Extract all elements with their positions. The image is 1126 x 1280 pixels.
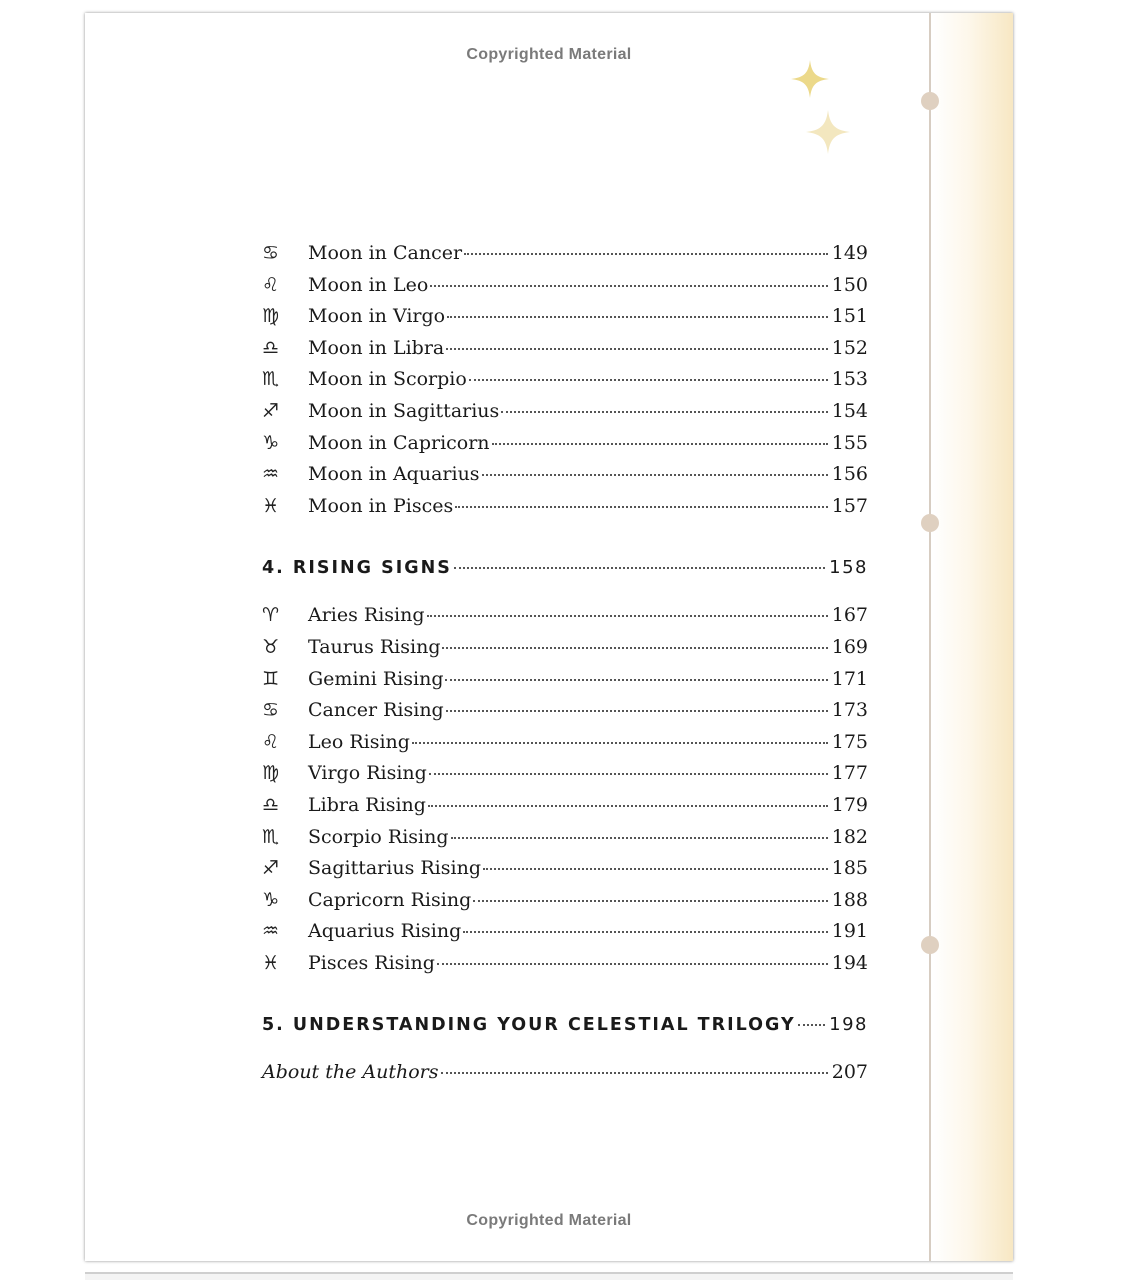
edge-dot: [921, 92, 939, 110]
page-number: 207: [831, 1061, 868, 1084]
entry-title: Cancer Rising: [308, 699, 444, 722]
zodiac-icon: ♑: [262, 888, 280, 911]
zodiac-icon: ♏: [262, 825, 280, 848]
zodiac-icon: ♑: [262, 431, 280, 454]
dot-leader: [441, 1072, 828, 1074]
page-number: 156: [831, 463, 868, 486]
toc-entry[interactable]: [262, 889, 868, 921]
dot-leader: [492, 443, 828, 445]
toc-entry[interactable]: [262, 274, 868, 306]
zodiac-icon: ♏: [262, 368, 280, 391]
star-icon: [791, 60, 829, 98]
toc-entry[interactable]: [262, 699, 868, 731]
zodiac-icon: ♌: [262, 273, 280, 296]
entry-title: Pisces Rising: [308, 951, 435, 974]
page-number: 179: [831, 793, 868, 816]
page-number: 188: [831, 888, 868, 911]
dot-leader: [446, 348, 828, 350]
page-number: 151: [831, 305, 868, 328]
toc-entry[interactable]: [262, 604, 868, 636]
dot-leader: [428, 805, 828, 807]
entry-title: Scorpio Rising: [308, 825, 449, 848]
toc-entry[interactable]: [262, 762, 868, 794]
toc-entry[interactable]: [262, 463, 868, 495]
page-number: 152: [831, 336, 868, 359]
toc-chapter-celestial-trilogy[interactable]: [262, 1014, 868, 1046]
dot-leader: [464, 253, 828, 255]
page-number: 153: [831, 368, 868, 391]
page-edge-line: [929, 13, 931, 1261]
entry-title: Capricorn Rising: [308, 888, 472, 911]
table-of-contents: [262, 242, 868, 1093]
toc-entry[interactable]: [262, 400, 868, 432]
toc-entry[interactable]: [262, 920, 868, 952]
dot-leader: [455, 506, 828, 508]
entry-title: Moon in Pisces: [308, 494, 454, 517]
toc-entry[interactable]: [262, 495, 868, 527]
next-page-edge: [85, 1272, 1013, 1280]
dot-leader: [446, 710, 828, 712]
dot-leader: [412, 742, 828, 744]
entry-title: Moon in Aquarius: [308, 463, 480, 486]
dot-leader: [430, 285, 827, 287]
entry-title: About the Authors: [262, 1061, 439, 1084]
page-number: 150: [831, 273, 868, 296]
entry-title: Sagittarius Rising: [308, 857, 481, 880]
page-number: 167: [831, 604, 868, 627]
zodiac-icon: ♍: [262, 762, 280, 785]
edge-dot: [921, 514, 939, 532]
page-number: 194: [831, 951, 868, 974]
toc-entry-about-authors[interactable]: [262, 1061, 868, 1093]
zodiac-icon: ♒: [262, 463, 280, 486]
entry-title: Gemini Rising: [308, 667, 444, 690]
dot-leader: [454, 567, 825, 569]
zodiac-icon: ♎: [262, 793, 280, 816]
moon-sign-list: [262, 242, 868, 526]
page-edge-strip: [933, 13, 1013, 1261]
zodiac-icon: ♋: [262, 699, 280, 722]
dot-leader: [437, 963, 828, 965]
dot-leader: [447, 316, 828, 318]
entry-title: Taurus Rising: [308, 635, 441, 658]
entry-title: Libra Rising: [308, 793, 426, 816]
dot-leader: [483, 868, 828, 870]
page-number: 175: [831, 730, 868, 753]
page-number: 169: [831, 635, 868, 658]
entry-title: Moon in Libra: [308, 336, 445, 359]
toc-entry[interactable]: [262, 952, 868, 984]
page-number: 155: [831, 431, 868, 454]
toc-entry[interactable]: [262, 368, 868, 400]
page-number: 154: [831, 399, 868, 422]
zodiac-icon: ♎: [262, 336, 280, 359]
entry-title: Moon in Virgo: [308, 305, 446, 328]
page-number: 177: [831, 762, 868, 785]
page-number: 173: [831, 699, 868, 722]
entry-title: Moon in Scorpio: [308, 368, 467, 391]
toc-entry[interactable]: [262, 242, 868, 274]
book-page: [85, 13, 1013, 1261]
dot-leader: [427, 615, 828, 617]
entry-title: Moon in Leo: [308, 273, 429, 296]
rising-sign-list: [262, 604, 868, 983]
toc-entry[interactable]: [262, 636, 868, 668]
entry-title: Moon in Cancer: [308, 242, 463, 264]
entry-title: Virgo Rising: [308, 762, 427, 785]
zodiac-icon: ♈: [262, 604, 280, 627]
toc-entry[interactable]: [262, 826, 868, 858]
zodiac-icon: ♋: [262, 242, 280, 264]
star-icon: [806, 110, 850, 154]
footer-copyright: Copyrighted Material: [466, 1212, 632, 1229]
zodiac-icon: ♐: [262, 857, 280, 880]
dot-leader: [429, 773, 828, 775]
page-number: 185: [831, 857, 868, 880]
toc-entry[interactable]: [262, 305, 868, 337]
header-copyright: Copyrighted Material: [466, 46, 632, 63]
dot-leader: [445, 679, 827, 681]
page-number: 191: [831, 920, 868, 943]
zodiac-icon: ♌: [262, 730, 280, 753]
dot-leader: [469, 379, 828, 381]
page-number: 198: [829, 1014, 868, 1036]
zodiac-icon: ♉: [262, 635, 280, 658]
page-number: 182: [831, 825, 868, 848]
page-number: 149: [831, 242, 868, 264]
zodiac-icon: ♓: [262, 494, 280, 517]
zodiac-icon: ♍: [262, 305, 280, 328]
entry-title: Moon in Capricorn: [308, 431, 490, 454]
entry-title: Moon in Sagittarius: [308, 399, 500, 422]
toc-entry[interactable]: [262, 794, 868, 826]
toc-entry[interactable]: [262, 432, 868, 464]
dot-leader: [473, 900, 827, 902]
dot-leader: [482, 474, 828, 476]
dot-leader: [501, 411, 827, 413]
zodiac-icon: ♐: [262, 399, 280, 422]
chapter-title: 5. UNDERSTANDING YOUR CELESTIAL TRILOGY: [262, 1015, 796, 1036]
entry-title: Leo Rising: [308, 730, 410, 753]
toc-entry[interactable]: [262, 857, 868, 889]
edge-dot: [921, 936, 939, 954]
toc-entry[interactable]: [262, 337, 868, 369]
dot-leader: [451, 837, 828, 839]
dot-leader: [798, 1024, 825, 1026]
zodiac-icon: ♓: [262, 951, 280, 974]
zodiac-icon: ♊: [262, 667, 280, 690]
toc-chapter-rising-signs[interactable]: [262, 557, 868, 589]
page-number: 157: [831, 494, 868, 517]
toc-entry[interactable]: [262, 731, 868, 763]
entry-title: Aries Rising: [308, 604, 425, 627]
toc-entry[interactable]: [262, 668, 868, 700]
dot-leader: [463, 931, 827, 933]
chapter-title: 4. RISING SIGNS: [262, 558, 452, 579]
page-number: 171: [831, 667, 868, 690]
dot-leader: [442, 647, 827, 649]
page-number: 158: [829, 557, 868, 579]
entry-title: Aquarius Rising: [308, 920, 462, 943]
zodiac-icon: ♒: [262, 920, 280, 943]
